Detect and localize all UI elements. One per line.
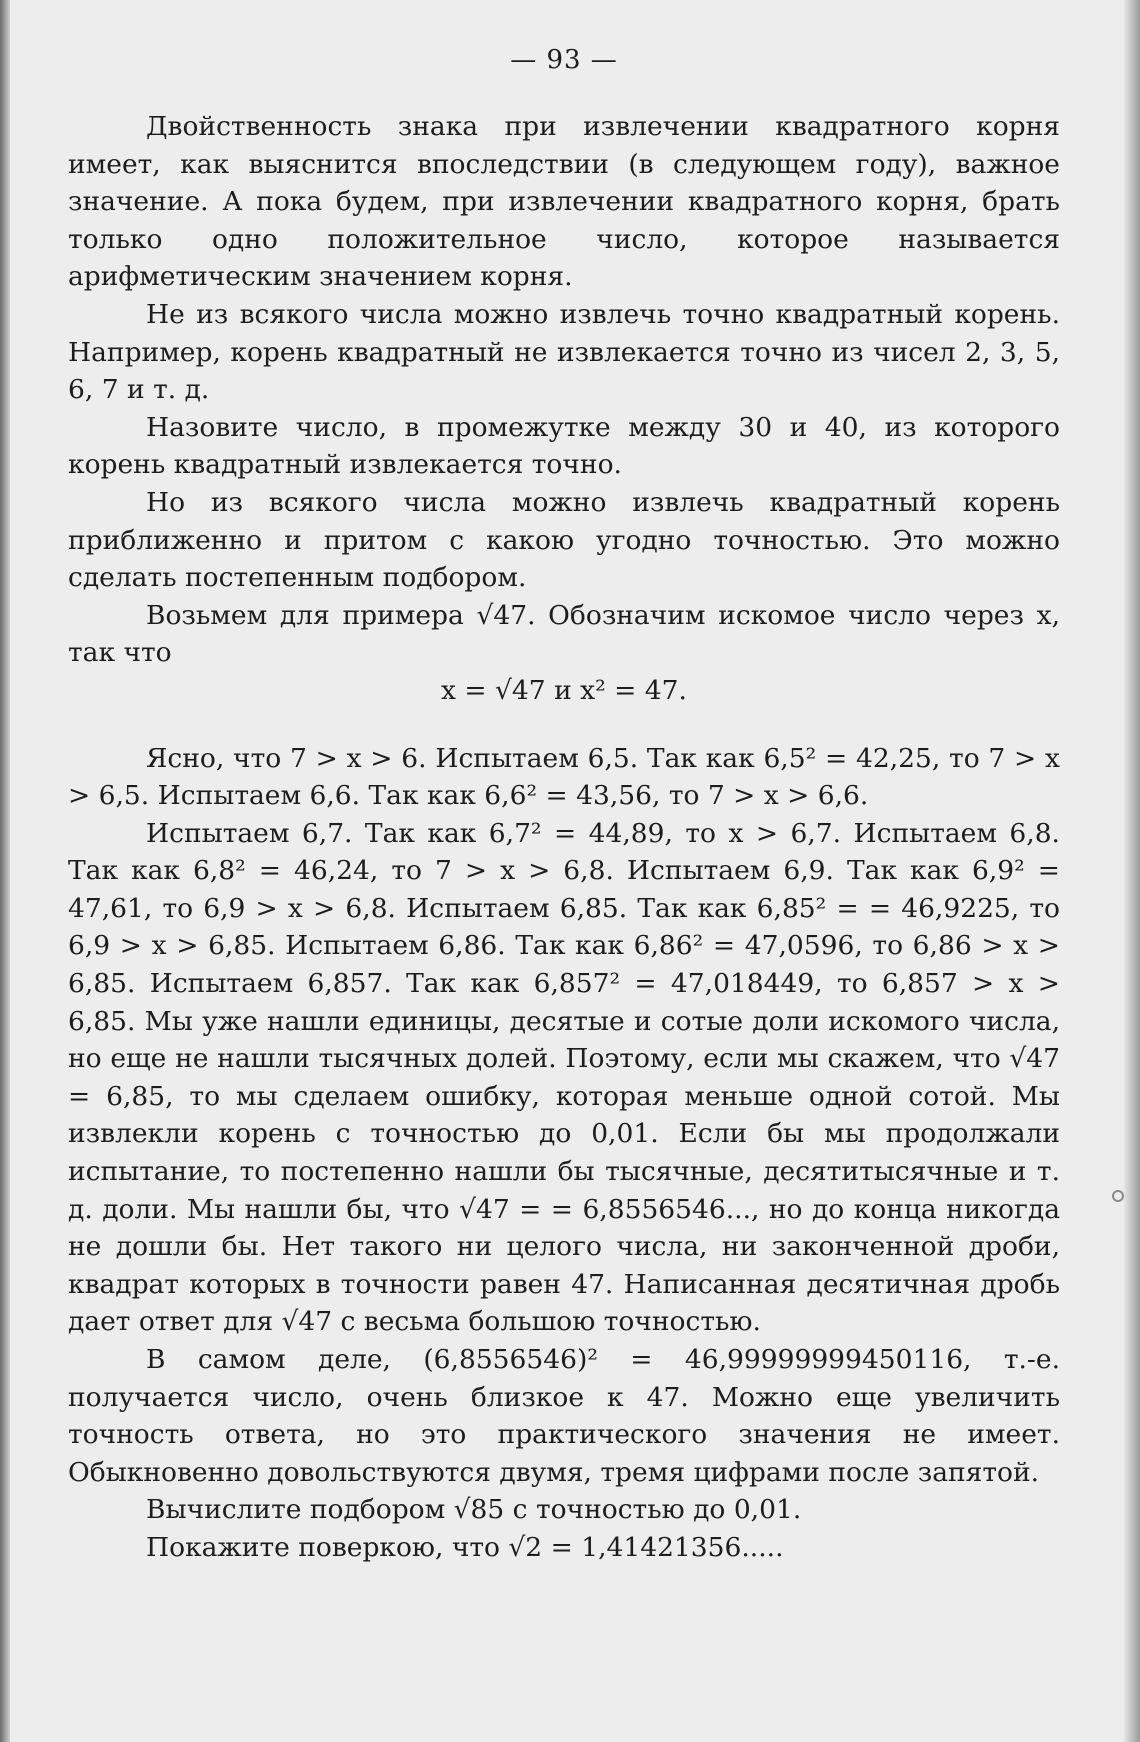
- page-right-edge-shadow: [1124, 0, 1140, 1742]
- page-content: [68, 40, 1060, 1567]
- paragraph-9: Вычислите подбором √85 с точностью до 0,01.: [146, 1494, 802, 1526]
- paragraph-6: Ясно, что 7 > x > 6. Испытаем 6,5. Так как 6,5² = 42,25, то 7 > x > 6,5. Испытаем 6,6. Так как 6,6² = 43,56, то 7 > x > 6,6.: [68, 742, 1060, 812]
- paragraph-8: В самом деле, (6,8556546)² = 46,99999999450116, т.-е. получается число, очень близкое к 47. Можно еще увеличить точность ответа, но это практического значения не имеет. Обыкновенно довольствуются двумя, тремя цифрами после запятой.: [68, 1344, 1060, 1488]
- formula-display: x = √47 и x² = 47.: [441, 674, 687, 706]
- page-left-edge-shadow: [0, 0, 10, 1742]
- paragraph-2: Не из всякого числа можно извлечь точно квадратный корень. Например, корень квадратный не извлекается точно из чисел 2, 3, 5, 6, 7 и т. д.: [68, 298, 1060, 406]
- margin-speck: [1112, 1190, 1124, 1202]
- paragraph-7: Испытаем 6,7. Так как 6,7² = 44,89, то x > 6,7. Испытаем 6,8. Так как 6,8² = 46,24, то 7 > x > 6,8. Испытаем 6,9. Так как 6,9² = 47,61, то 6,9 > x > 6,8. Испытаем 6,85. Так как 6,85² = = 46,9225, то 6,9 > x > 6,85. Испытаем 6,86. Так как 6,86² = 47,0596, то 6,86 > x > 6,85. Испытаем 6,857. Так как 6,857² = 47,018449, то 6,857 > x > 6,85. Мы уже нашли единицы, десятые и сотые доли искомого числа, но еще не нашли тысячных долей. Поэтому, если мы скажем, что √47 = 6,85, то мы сделаем ошибку, которая меньше одной сотой. Мы извлекли корень с точностью до 0,01. Если бы мы продолжали испытание, то постепенно нашли бы тысячные, десятитысячные и т. д. доли. Мы нашли бы, что √47 = = 6,8556546..., но до конца никогда не дошли бы. Нет такого ни целого числа, ни законченной дроби, квадрат которых в точности равен 47. Написанная десятичная дробь дает ответ для √47 с весьма большою точностью.: [68, 817, 1060, 1338]
- paragraph-3: Назовите число, в промежутке между 30 и 40, из которого корень квадратный извлекается точно.: [68, 411, 1060, 481]
- page-number: — 93 —: [510, 45, 618, 75]
- paragraph-4: Но из всякого числа можно извлечь квадратный корень приближенно и притом с какою угодно точностью. Это можно сделать постепенным подбором.: [68, 486, 1060, 594]
- paragraph-5: Возьмем для примера √47. Обозначим искомое число через x, так что: [68, 599, 1060, 669]
- paragraph-1: Двойственность знака при извлечении квадратного корня имеет, как выяснится впоследствии (в следующем году), важное значение. А пока будем, при извлечении квадратного корня, брать только одно положительное число, которое называется арифметическим значением корня.: [68, 111, 1060, 293]
- paragraph-10: Покажите поверкою, что √2 = 1,41421356.....: [146, 1531, 784, 1563]
